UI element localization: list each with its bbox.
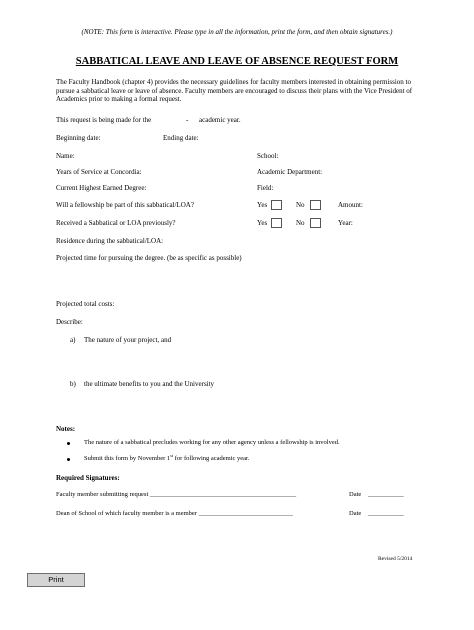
school-label: School: <box>257 152 279 160</box>
beginning-date-label: Beginning date: <box>56 134 101 142</box>
residence-label: Residence during the sabbatical/LOA: <box>56 237 164 245</box>
fellowship-yes-checkbox[interactable] <box>271 200 282 210</box>
academic-department-label: Academic Department: <box>257 168 323 176</box>
form-title: SABBATICAL LEAVE AND LEAVE OF ABSENCE REQUEST FORM <box>75 56 399 67</box>
print-button[interactable]: Print <box>27 573 85 587</box>
fellowship-question: Will a fellowship be part of this sabbatical/LOA? <box>56 201 194 209</box>
faculty-date-line: ___________ <box>368 491 404 498</box>
bullet-icon <box>67 458 70 461</box>
revised-date: Revised 5/2014 <box>378 556 413 562</box>
name-label: Name: <box>56 152 75 160</box>
signatures-heading: Required Signatures: <box>56 474 120 482</box>
note-bullet-2 <box>84 452 250 462</box>
bullet-icon <box>67 442 70 445</box>
item-b-marker: b) <box>70 380 76 388</box>
intro-paragraph: The Faculty Handbook (chapter 4) provides the necessary guidelines for faculty members interested in obtaining permission to pursue a sabbatical leave or leave of absence. Faculty members are encouraged to discuss their plans with the Vice President of Academics prior to making a formal request. <box>56 78 413 104</box>
projected-time-label: Projected time for pursuing the degree. (be as specific as possible) <box>56 254 242 262</box>
academic-year-label: academic year. <box>199 116 241 124</box>
note-bullet-2-superscript: st <box>170 452 174 458</box>
fellowship-no-label: No <box>296 201 305 209</box>
item-a-text: The nature of your project, and <box>84 336 172 344</box>
ending-date-label: Ending date: <box>163 134 199 142</box>
fellowship-yes-label: Yes <box>257 201 268 209</box>
note-bullet-2-suffix: for following academic year. <box>173 455 250 462</box>
faculty-date-label: Date <box>349 491 362 498</box>
year-label: Year: <box>338 219 353 227</box>
projected-costs-label: Projected total costs: <box>56 300 115 308</box>
faculty-signature-line: Faculty member submitting request _____________________________________________ <box>56 491 297 498</box>
amount-label: Amount: <box>338 201 363 209</box>
note-bullet-2-text: Submit this form by November 1 <box>84 455 171 462</box>
request-line-label: This request is being made for the <box>56 116 152 124</box>
fellowship-no-checkbox[interactable] <box>310 200 321 210</box>
describe-label: Describe: <box>56 318 83 326</box>
item-a-marker: a) <box>70 336 76 344</box>
item-b-text: the ultimate benefits to you and the University <box>84 380 215 388</box>
received-yes-checkbox[interactable] <box>271 218 282 228</box>
dean-date-label: Date <box>349 510 362 517</box>
received-question: Received a Sabbatical or LOA previously? <box>56 219 176 227</box>
years-service-label: Years of Service at Concordia: <box>56 168 142 176</box>
received-no-label: No <box>296 219 305 227</box>
highest-degree-label: Current Highest Earned Degree: <box>56 184 147 192</box>
dean-signature-line: Dean of School of which faculty member is a member _____________________________ <box>56 510 293 517</box>
dean-date-line: ___________ <box>368 510 404 517</box>
notes-heading: Notes: <box>56 425 76 433</box>
field-label: Field: <box>257 184 274 192</box>
interactive-note: (NOTE: This form is interactive. Please type in all the information, print the form, and then obtain signatures.) <box>81 28 393 36</box>
received-no-checkbox[interactable] <box>310 218 321 228</box>
year-dash: - <box>186 116 189 124</box>
note-bullet-1: The nature of a sabbatical precludes working for any other agency unless a fellowship is involved. <box>84 439 340 446</box>
received-yes-label: Yes <box>257 219 268 227</box>
